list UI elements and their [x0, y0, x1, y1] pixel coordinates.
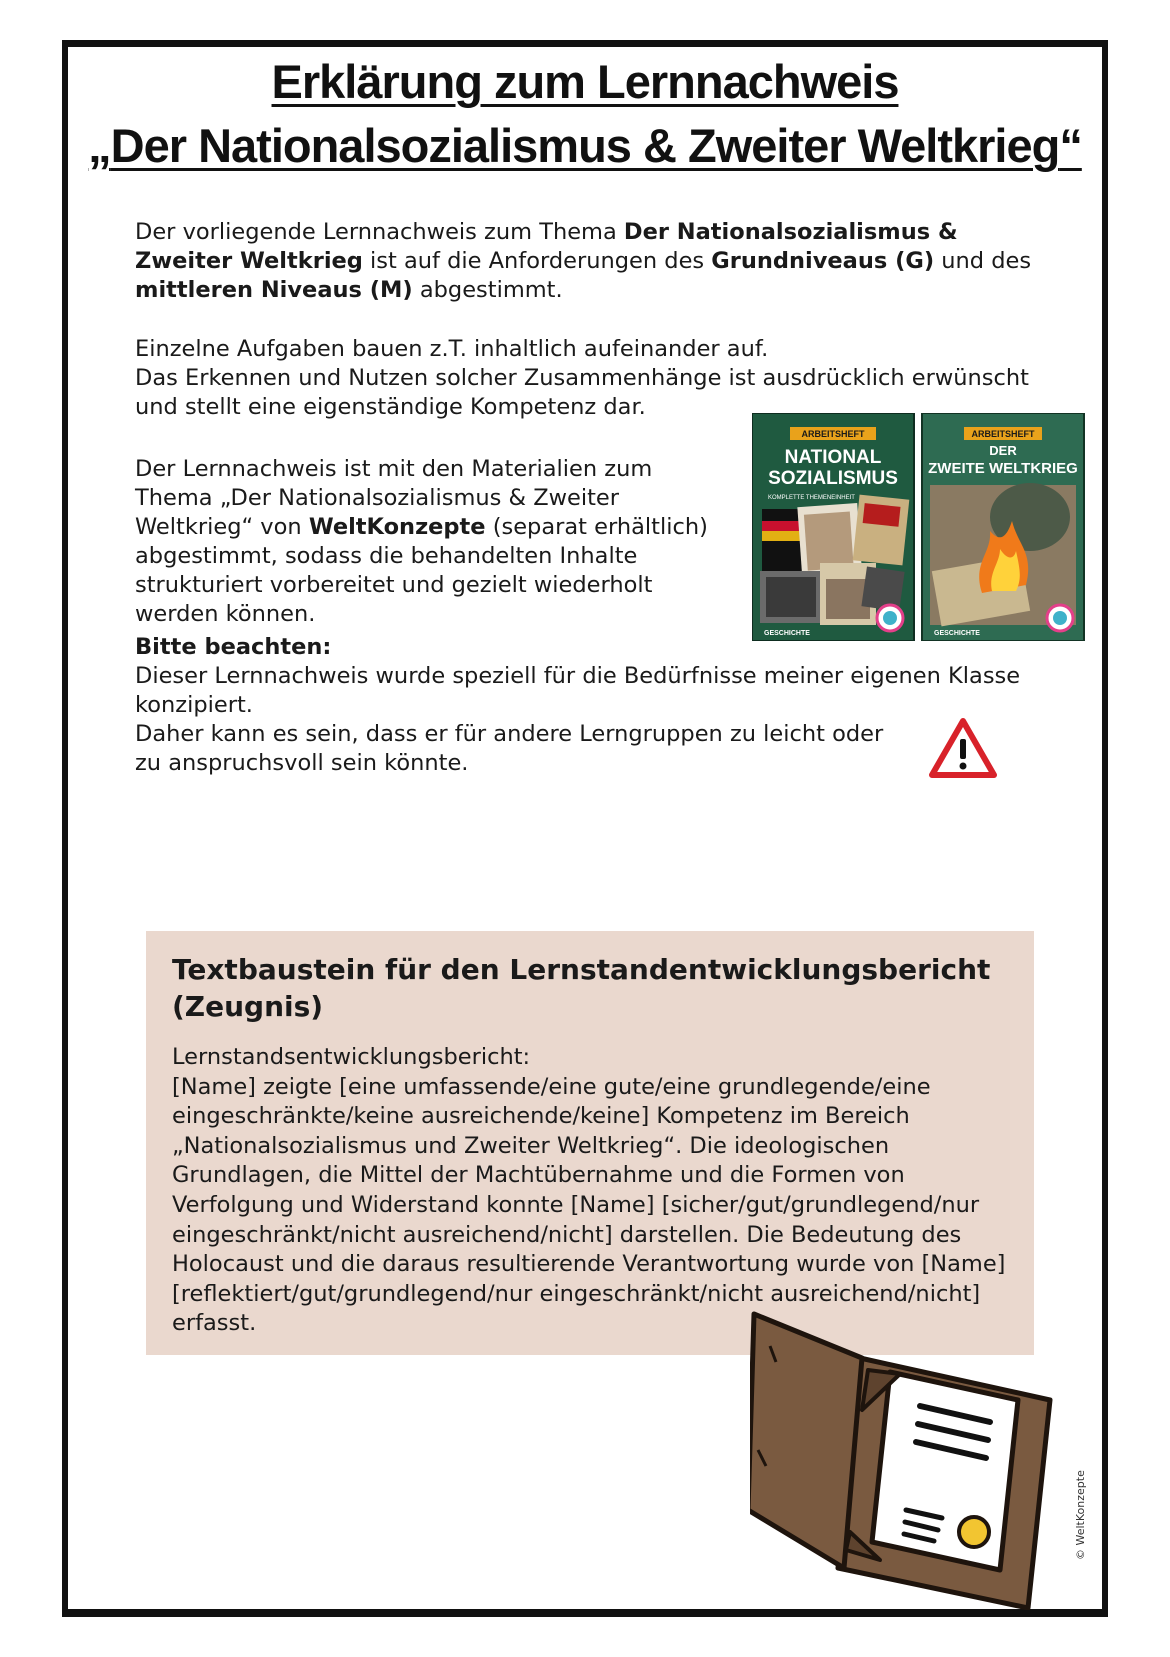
- cover-zweiter-weltkrieg: [922, 413, 1084, 641]
- warning-triangle-icon: [928, 717, 998, 783]
- textbox-body: [Name] zeigte [eine umfassende/eine gute/eine grundlegende/eine eingeschränkte/keine ausreichende/keine] Kompetenz im Bereich „Nationalsozialismus und Zweiter Weltkrieg“. Die ideologischen Grundlagen, die Mittel der Machtübernahme und die Formen von Verfolgung und Widerstand konnte [Name] [sicher/gut/grundlegend/nur eingeschränkt/nicht ausreichend/nicht] darstellen. Die Bedeutung des Holocaust und die daraus resultierende Verantwortung wurde von [Name] [reflektiert/gut/grundlegend/nur eingeschränkt/nicht ausreichend/nicht] erfasst.: [172, 1073, 1006, 1337]
- note-heading: Bitte beachten:: [135, 634, 332, 660]
- tasks-paragraph: [135, 335, 1035, 422]
- cover-left-title1: NATIONAL: [784, 447, 882, 468]
- copyright-text: © WeltKonzepte: [1074, 1470, 1087, 1560]
- intro-paragraph: Der vorliegende Lernnachweis zum Thema Der Nationalsozialismus & Zweiter Weltkrieg ist auf die Anforderungen des Grundniveaus (G) und des mittleren Niveaus (M) abgestimmt.: [135, 219, 1032, 303]
- page-title-line2: [62, 118, 1108, 173]
- cover-left-footer: GESCHICHTE: [764, 630, 810, 637]
- tasks-line1: Einzelne Aufgaben bauen z.T. inhaltlich aufeinander auf.: [135, 336, 769, 362]
- cover-left-tag: ARBEITSHEFT: [801, 429, 865, 439]
- materials-paragraph: Der Lernnachweis ist mit den Materialien zum Thema „Der Nationalsozialismus & Zweiter Weltkrieg“ von WeltKonzepte (separat erhältlich) abgestimmt, sodass die behandelten Inhalte strukturiert vorbereitet und gezielt wiederholt werden können.: [135, 456, 708, 627]
- cover-left-sub: KOMPLETTE THEMENEINHEIT: [768, 495, 855, 501]
- title-quote-open: „: [88, 119, 111, 172]
- workbook-covers: [752, 413, 1088, 645]
- textbox-content: [172, 1043, 1008, 1339]
- cover-right-title1: DER: [989, 443, 1017, 458]
- certificate-folder-icon: [750, 1310, 1060, 1614]
- cover-right-title2: ZWEITE WELTKRIEG: [928, 460, 1078, 477]
- note-line2: Daher kann es sein, dass er für andere Lerngruppen zu leicht oder zu anspruchsvoll sein könnte.: [135, 721, 884, 776]
- title-topic: Der Nationalsozialismus & Zweiter Weltkrieg: [110, 119, 1060, 172]
- page-title-line1: Erklärung zum Lernnachweis: [271, 55, 899, 108]
- note-line1: Dieser Lernnachweis wurde speziell für die Bedürfnisse meiner eigenen Klasse konzipiert.: [135, 663, 1021, 718]
- textbox-label: Lernstandsentwicklungsbericht:: [172, 1044, 531, 1070]
- tasks-line2: Das Erkennen und Nutzen solcher Zusammenhänge ist ausdrücklich erwünscht und stellt eine eigenständige Kompetenz dar.: [135, 365, 1029, 420]
- report-textbox: [146, 931, 1034, 1355]
- cover-nationalsozialismus: [752, 413, 914, 641]
- cover-right-tag: ARBEITSHEFT: [971, 429, 1035, 439]
- cover-left-title2: SOZIALISMUS: [768, 468, 898, 489]
- cover-right-footer: GESCHICHTE: [934, 630, 980, 637]
- title-quote-close: “: [1059, 119, 1082, 172]
- textbox-heading: Textbaustein für den Lernstandentwicklungsbericht (Zeugnis): [172, 953, 991, 1023]
